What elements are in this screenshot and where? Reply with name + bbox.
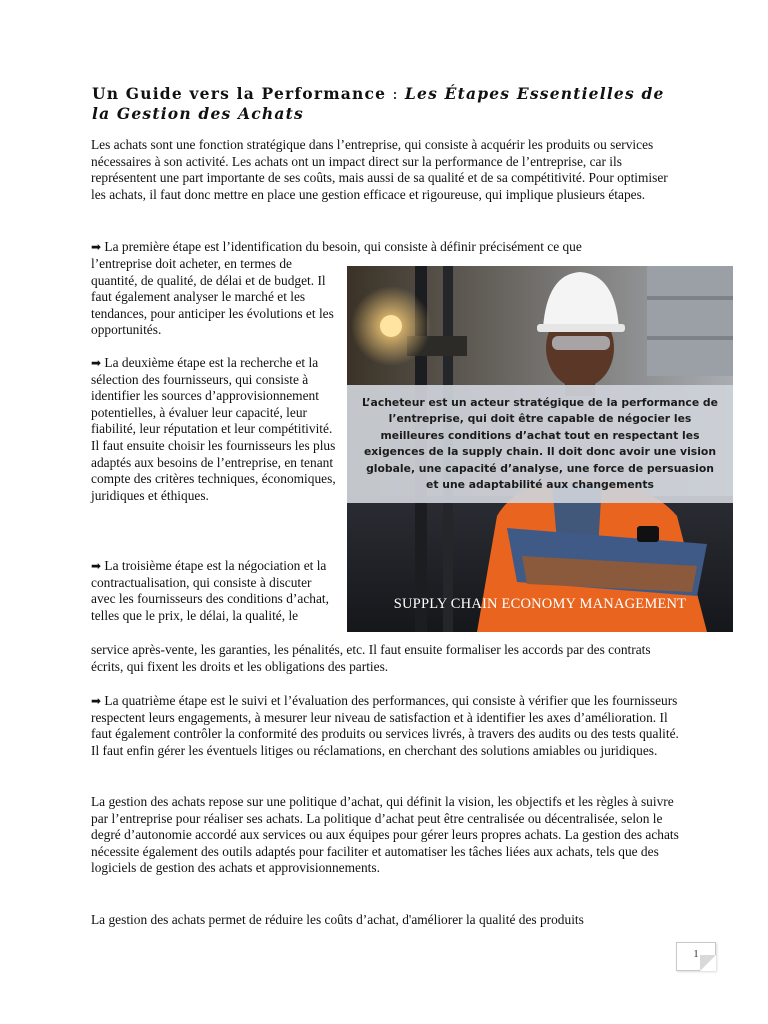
- arrow-right-icon: ➡: [91, 240, 102, 254]
- step1-paragraph: l’entreprise doit acheter, en termes de quantité, de qualité, de délai et de budget. Il faut également analyser le marché et les tendances, pour anticiper les évolutions et les opportunités.: [91, 256, 334, 338]
- brand-watermark: SUPPLY CHAIN ECONOMY MANAGEMENT: [393, 596, 687, 612]
- caption-overlay: [347, 385, 733, 503]
- step1-line-text: La première étape est l’identification du besoin, qui consiste à définir précisément ce que: [101, 239, 582, 254]
- worker-photo: [347, 266, 733, 632]
- step3-wrapped-text: [91, 558, 339, 624]
- title-subtitle: Les Étapes Essentielles de la Gestion des Achats: [92, 84, 665, 123]
- photo-caption: L’acheteur est un acteur stratégique de la performance de l’entreprise, qui doit être capable de négocier les meilleures conditions d’achat tout en respectant les exigences de la supply chain. Il doit donc avoir une vision globale, une capacité d’analyse, une force de persuasion et une adaptabilité aux changements: [362, 395, 718, 491]
- arrow-right-icon: ➡: [91, 559, 102, 573]
- step2-paragraph: [91, 355, 339, 504]
- step4-text: La quatrième étape est le suivi et l’évaluation des performances, qui consiste à vérifier que les fournisseurs respectent leurs engagements, à mesurer leur niveau de satisfaction et à identifier les axes d’amélioration. Il faut également contrôler la conformité des produits ou services livrés, à travers des audits ou des tests qualité. Il faut enfin gérer les éventuels litiges ou réclamations, en cherchant des solutions amiables ou juridiques.: [91, 693, 679, 758]
- title-separator: :: [386, 85, 405, 103]
- document-title: [92, 84, 682, 123]
- page-number: [676, 942, 716, 971]
- step1-first-line: [91, 239, 683, 256]
- step3-paragraph: service après-vente, les garanties, les pénalités, etc. Il faut ensuite formaliser les accords par des contrats écrits, qui fixent les droits et les obligations des parties.: [91, 642, 651, 674]
- step2-text: La deuxième étape est la recherche et la sélection des fournisseurs, qui consiste à identifier les sources d’approvisionnement potentielles, à évaluer leur capacité, leur fiabilité, leur réputation et leur compétitivité. Il faut ensuite choisir les fournisseurs les plus adaptés aux besoins de l’entreprise, en tenant compte des critères techniques, économiques, juridiques et éthiques.: [91, 355, 336, 503]
- arrow-right-icon: ➡: [91, 356, 102, 370]
- title-main: Un Guide vers la Performance: [92, 84, 387, 103]
- closing-paragraph: La gestion des achats permet de réduire les coûts d’achat, d'améliorer la qualité des produits: [91, 912, 584, 927]
- policy-paragraph: La gestion des achats repose sur une politique d’achat, qui définit la vision, les objectifs et les règles à suivre par l’entreprise pour réaliser ses achats. La politique d’achat peut être centralisée ou décentralisée, selon le degré d’autonomie accordé aux services ou aux équipes pour gérer leurs propres achats. La gestion des achats nécessite également des outils adaptés pour faciliter et automatiser les tâches liées aux achats, tels que des logiciels de gestion des achats et approvisionnements.: [91, 794, 679, 876]
- page-fold-icon: [700, 955, 716, 971]
- step4-paragraph: [91, 693, 683, 759]
- arrow-right-icon: ➡: [91, 694, 102, 708]
- page-number-text: 1: [693, 949, 699, 960]
- intro-paragraph: Les achats sont une fonction stratégique dans l’entreprise, qui consiste à acquérir les produits ou services nécessaires à son activité. Les achats ont un impact direct sur la performance de l’entreprise, car ils représentent une part importante de ses coûts, mais aussi de sa qualité et de sa compétitivité. Pour optimiser les achats, il faut donc mettre en place une gestion efficace et rigoureuse, qui implique plusieurs étapes.: [91, 137, 668, 202]
- step3-wrap-text: La troisième étape est la négociation et la contractualisation, qui consiste à discuter avec les fournisseurs des conditions d’achat, telles que le prix, le délai, la qualité, le: [91, 558, 329, 623]
